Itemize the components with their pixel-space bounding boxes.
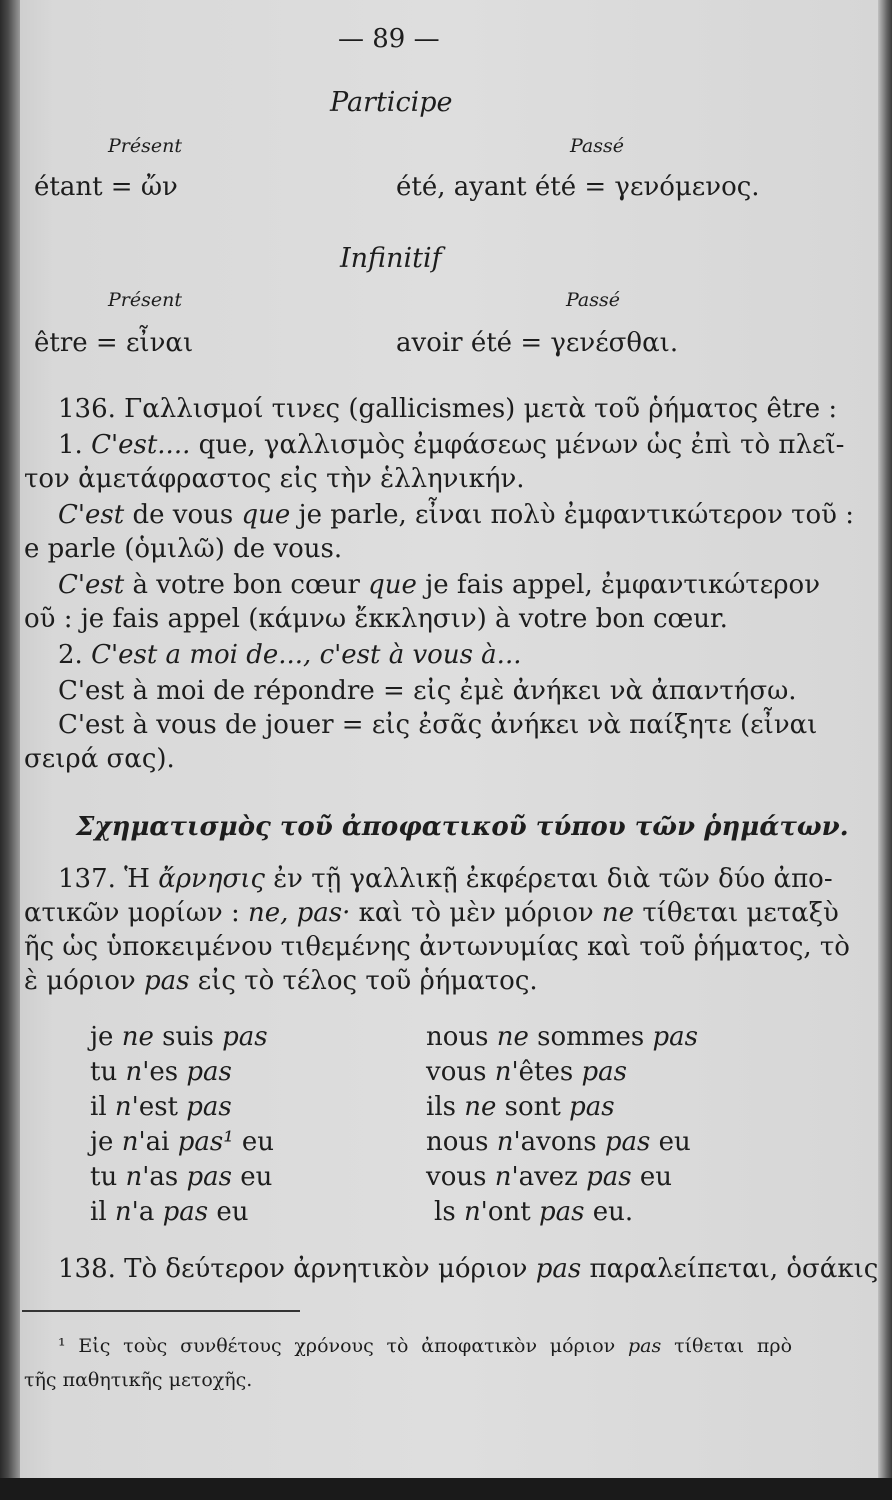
paragraph-136-line-2: 1. C'est.... que, γαλλισμὸς ἐμφάσεως μένων ὡς ἐπὶ τὸ πλεῖ- [58, 430, 845, 460]
example-2-line-1: C'est à votre bon cœur que je fais appel, ἐμφαντικώτερον [58, 570, 821, 600]
infinitif-passe-label: Passé [566, 289, 621, 311]
footnote-line-2: τῆς παθητικῆς μετοχῆς. [24, 1369, 253, 1391]
infinitif-passe-form: avoir été = γενέσθαι. [396, 328, 679, 358]
subsection-2: 2. C'est a moi de..., c'est à vous à... [58, 640, 522, 670]
conj-left-row: tu n'es pas [90, 1057, 232, 1087]
infinitif-heading: Infinitif [340, 243, 442, 274]
conj-left-row: je n'ai pas¹ eu [90, 1127, 275, 1157]
example-1-line-2: e parle (ὁμιλῶ) de vous. [24, 534, 343, 564]
section-heading: Σχηματισμὸς τοῦ ἀποφατικοῦ τύπου τῶν ῥημάτων. [76, 812, 849, 842]
conj-left-row: je ne suis pas [90, 1022, 268, 1052]
footnote-line-1: ¹ Εἰς τοὺς συνθέτους χρόνους τὸ ἀποφατικὸν μόριον pas τίθεται πρὸ [58, 1335, 793, 1357]
paragraph-136-line-3: τον ἀμετάφραστος εἰς τὴν ἑλληνικήν. [24, 464, 525, 494]
conj-right-row: vous n'êtes pas [426, 1057, 627, 1087]
paragraph-137-line-1: 137. Ἡ ἄρνησις ἐν τῇ γαλλικῇ ἐκφέρεται διὰ τῶν δύο ἀπο- [58, 864, 833, 894]
paragraph-137-line-2: ατικῶν μορίων : ne, pas· καὶ τὸ μὲν μόριον ne τίθεται μεταξὺ [24, 898, 839, 928]
page-edge-shadow [878, 0, 892, 1500]
paragraph-138: 138. Τὸ δεύτερον ἀρνητικὸν μόριον pas παραλείπεται, ὁσάκις [58, 1254, 879, 1284]
conj-left-row: tu n'as pas eu [90, 1162, 273, 1192]
conj-right-row: ils ne sont pas [426, 1092, 615, 1122]
example-2-line-2: οῦ : je fais appel (κάμνω ἔκκλησιν) à votre bon cœur. [24, 604, 728, 634]
infinitif-present-label: Présent [108, 289, 182, 311]
paragraph-136-line-1: 136. Γαλλισμοί τινες (gallicismes) μετὰ τοῦ ῥήματος être : [58, 394, 838, 424]
example-4-line-1: C'est à vous de jouer = εἰς ἐσᾶς ἀνήκει νὰ παίξητε (εἶναι [58, 710, 818, 740]
paragraph-137-line-4: ὲ μόριον pas εἰς τὸ τέλος τοῦ ῥήματος. [24, 966, 538, 996]
example-4-line-2: σειρά σας). [24, 744, 175, 774]
conj-left-row: il n'a pas eu [90, 1197, 249, 1227]
conj-right-row: vous n'avez pas eu [426, 1162, 673, 1192]
participe-passe-form: été, ayant été = γενόμενος. [396, 172, 760, 202]
footnote-rule [22, 1310, 300, 1312]
example-3: C'est à moi de répondre = εἰς ἐμὲ ἀνήκει νὰ ἀπαντήσω. [58, 676, 797, 706]
conj-right-row: ls n'ont pas eu. [434, 1197, 634, 1227]
page-gutter-shadow [0, 0, 20, 1500]
paragraph-137-line-3: ῆς ὡς ὑποκειμένου τιθεμένης ἀντωνυμίας καὶ τοῦ ῥήματος, τὸ [24, 932, 850, 962]
conj-right-row: nous ne sommes pas [426, 1022, 698, 1052]
conj-right-row: nous n'avons pas eu [426, 1127, 691, 1157]
participe-present-label: Présent [108, 135, 182, 157]
participe-present-form: étant = ὤν [34, 172, 178, 202]
infinitif-present-form: être = εἶναι [34, 328, 194, 358]
participe-passe-label: Passé [570, 135, 625, 157]
page-number: — 89 — [338, 24, 440, 54]
example-1-line-1: C'est de vous que je parle, εἶναι πολὺ ἐμφαντικώτερον τοῦ : [58, 500, 855, 530]
page-bottom-edge [0, 1478, 892, 1500]
participe-heading: Participe [330, 87, 453, 118]
conj-left-row: il n'est pas [90, 1092, 232, 1122]
